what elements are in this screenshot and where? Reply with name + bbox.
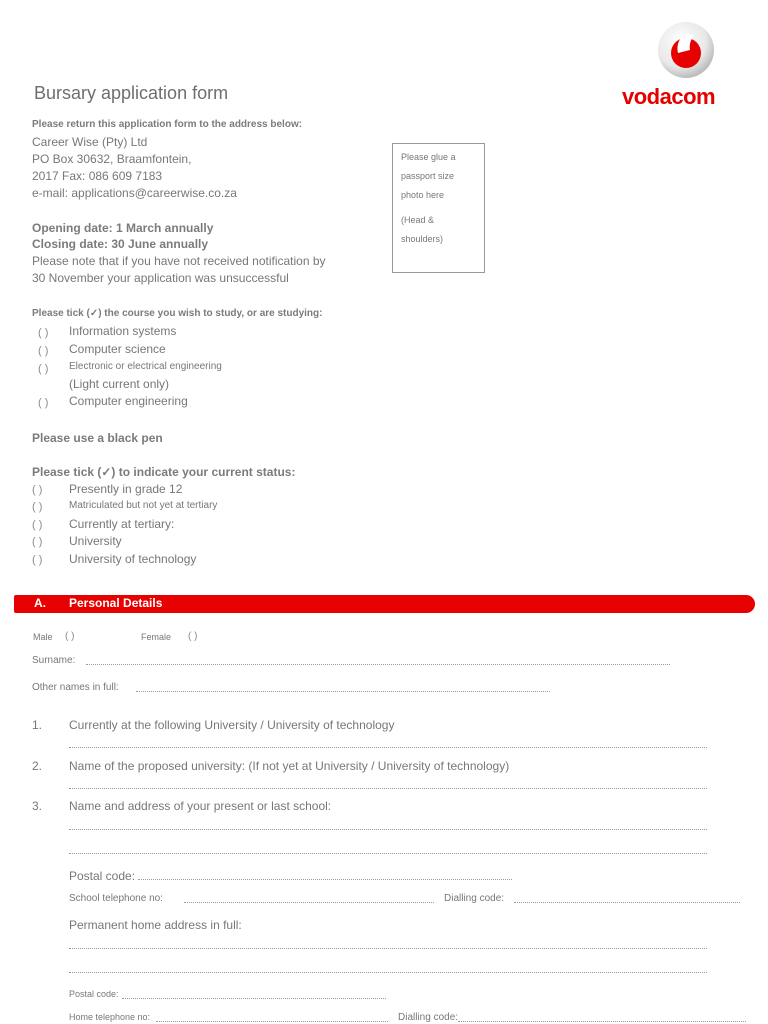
status-checkbox-university[interactable]: ( ) — [32, 536, 43, 548]
school-telephone-field[interactable] — [184, 902, 434, 903]
surname-field[interactable] — [86, 664, 670, 665]
current-university-field[interactable] — [69, 747, 707, 748]
home-address-label: Permanent home address in full: — [69, 918, 242, 932]
photo-box-line: passport size — [401, 171, 455, 181]
home-dialling-code-field[interactable] — [458, 1021, 746, 1022]
male-label: Male — [33, 632, 53, 642]
other-names-field[interactable] — [136, 691, 550, 692]
course-heading: Please tick (✓) the course you wish to study, or are studying: — [32, 308, 323, 319]
home-postal-code-label: Postal code: — [69, 989, 119, 999]
course-option-light-current: (Light current only) — [69, 377, 170, 391]
question-1-number: 1. — [32, 718, 43, 732]
course-option-information-systems: Information systems — [69, 324, 177, 338]
postal-code-label: Postal code: — [69, 869, 136, 883]
female-checkbox[interactable]: ( ) — [188, 631, 198, 642]
question-3-number: 3. — [32, 799, 43, 813]
section-a-header — [14, 595, 755, 613]
question-2-number: 2. — [32, 759, 43, 773]
school-postal-code-field[interactable] — [138, 879, 512, 880]
address-email: e-mail: applications@careerwise.co.za — [32, 186, 237, 200]
status-checkbox-grade-12[interactable]: ( ) — [32, 484, 43, 496]
status-option-grade-12: Presently in grade 12 — [69, 482, 183, 496]
photo-box-line: shoulders) — [401, 234, 444, 244]
proposed-university-field[interactable] — [69, 788, 707, 789]
home-address-field-1[interactable] — [69, 948, 707, 949]
notification-note-line1: Please note that if you have not received notification by — [32, 254, 326, 268]
status-option-university-of-technology: University of technology — [69, 552, 197, 566]
status-checkbox-university-of-technology[interactable]: ( ) — [32, 554, 43, 566]
vodacom-logo — [622, 20, 752, 112]
address-code-fax: 2017 Fax: 086 609 7183 — [32, 169, 163, 183]
school-dialling-code-label: Dialling code: — [444, 893, 505, 904]
home-postal-code-field[interactable] — [122, 998, 386, 999]
return-instruction: Please return this application form to the address below: — [32, 119, 303, 130]
school-address-field-2[interactable] — [69, 853, 707, 854]
notification-note-line2: 30 November your application was unsuccessful — [32, 271, 289, 285]
home-dialling-code-label: Dialling code: — [398, 1012, 459, 1023]
question-1-label: Currently at the following University / University of technology — [69, 718, 395, 732]
photo-box-line: (Head & — [401, 215, 435, 225]
closing-date: Closing date: 30 June annually — [32, 237, 209, 251]
male-checkbox[interactable]: ( ) — [65, 631, 75, 642]
opening-date: Opening date: 1 March annually — [32, 221, 214, 235]
school-address-field-1[interactable] — [69, 829, 707, 830]
logo-wordmark: vodacom — [622, 84, 716, 109]
course-option-computer-engineering: Computer engineering — [69, 394, 188, 408]
status-checkbox-at-tertiary[interactable]: ( ) — [32, 519, 43, 531]
address-company: Career Wise (Pty) Ltd — [32, 135, 148, 149]
home-telephone-field[interactable] — [156, 1021, 388, 1022]
status-heading: Please tick (✓) to indicate your current status: — [32, 465, 296, 479]
school-telephone-label: School telephone no: — [69, 893, 163, 904]
status-checkbox-matriculated[interactable]: ( ) — [32, 501, 43, 513]
female-label: Female — [141, 632, 172, 642]
photo-box-line: Please glue a — [401, 152, 456, 162]
home-telephone-label: Home telephone no: — [69, 1012, 151, 1022]
section-a-title: Personal Details — [69, 596, 163, 610]
surname-label: Surname: — [32, 655, 76, 666]
course-checkbox-computer-science[interactable]: ( ) — [38, 345, 49, 357]
photo-box-line: photo here — [401, 190, 445, 200]
status-option-at-tertiary: Currently at tertiary: — [69, 517, 175, 531]
course-checkbox-information-systems[interactable]: ( ) — [38, 327, 49, 339]
section-a-letter: A. — [34, 596, 46, 610]
course-checkbox-electrical-engineering[interactable]: ( ) — [38, 363, 49, 375]
question-2-label: Name of the proposed university: (If not yet at University / University of technology) — [69, 759, 510, 773]
status-option-matriculated: Matriculated but not yet at tertiary — [69, 500, 218, 511]
address-po-box: PO Box 30632, Braamfontein, — [32, 152, 192, 166]
black-pen-instruction: Please use a black pen — [32, 431, 163, 445]
course-checkbox-computer-engineering[interactable]: ( ) — [38, 397, 49, 409]
other-names-label: Other names in full: — [32, 682, 119, 693]
vodacom-speechmark-icon — [656, 20, 716, 80]
home-address-field-2[interactable] — [69, 972, 707, 973]
school-dialling-code-field[interactable] — [514, 902, 740, 903]
status-option-university: University — [69, 534, 122, 548]
course-option-electrical-engineering: Electronic or electrical engineering — [69, 361, 222, 372]
passport-photo-box — [392, 143, 485, 273]
course-option-computer-science: Computer science — [69, 342, 166, 356]
question-3-label: Name and address of your present or last school: — [69, 799, 332, 813]
form-title: Bursary application form — [34, 83, 229, 103]
